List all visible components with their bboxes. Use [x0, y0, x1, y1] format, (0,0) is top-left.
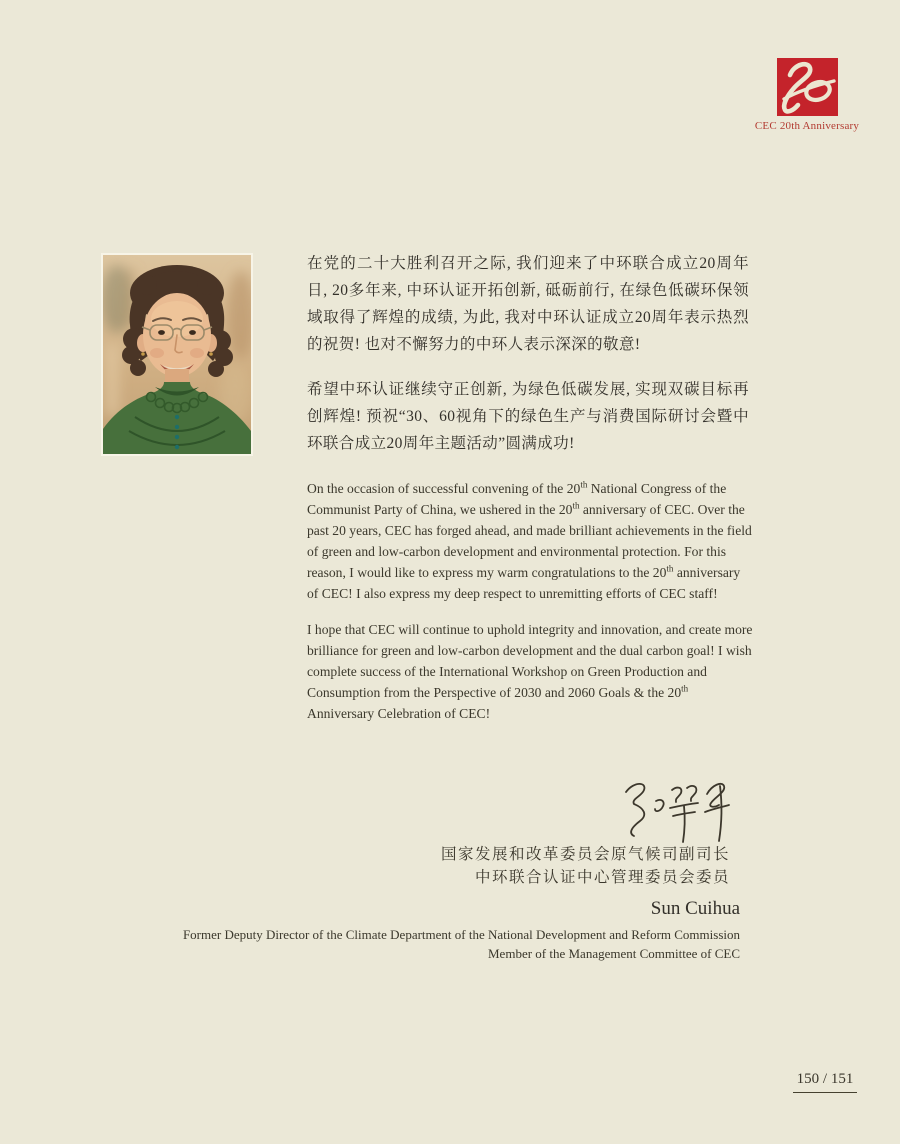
english-message	[307, 478, 753, 739]
en-title-1: Former Deputy Director of the Climate Department of the National Development and Reform Commission	[182, 927, 740, 942]
portrait-photo	[101, 253, 253, 456]
script-20-icon	[777, 58, 838, 116]
cn-title-1: 国家发展和改革委员会原气候司副司长	[440, 846, 730, 863]
handwritten-signature	[616, 776, 746, 848]
cn-paragraph-2: 希望中环认证继续守正创新, 为绿色低碳发展, 实现双碳目标再创辉煌! 预祝“30、60视角下的绿色生产与消费国际研讨会暨中环联合成立20周年主题活动”圆满成功!	[307, 381, 749, 452]
en-title-2: Member of the Management Committee of CEC	[488, 946, 740, 961]
en-paragraph-1: On the occasion of successful convening of the 20th National Congress of the Communist Party of China, we ushered in the 20th anniversary of CEC. Over the past 20 years, CEC has forged ahead, and made brilliant achievements in the field of green and low-carbon development and environmental protection. For this reason, I would like to express my warm congratulations to the 20th anniversary of CEC! I also express my deep respect to unremitting efforts of CEC staff!	[307, 479, 752, 601]
logo-caption: CEC 20th Anniversary	[754, 120, 860, 132]
signatory-name: Sun Cuihua	[650, 898, 740, 919]
signatory-en-titles	[183, 925, 740, 963]
cn-title-2: 中环联合认证中心管理委员会委员	[474, 869, 730, 886]
earring	[209, 352, 213, 356]
signatory-cn-titles	[441, 843, 730, 889]
page-number: 150 / 151	[793, 1071, 857, 1093]
cec-20th-anniversary-logo	[777, 58, 838, 116]
earring	[141, 352, 145, 356]
en-paragraph-2: I hope that CEC will continue to uphold integrity and innovation, and create more brilliance for green and low-carbon development and the dual carbon goal! I wish complete success of the International Workshop on Green Production and Consumption from the Perspective of 2030 and 2060 Goals & the 20th Anniversary Celebration of CEC!	[307, 622, 753, 721]
cn-paragraph-1: 在党的二十大胜利召开之际, 我们迎来了中环联合成立20周年日, 20多年来, 中环认证开拓创新, 砥砺前行, 在绿色低碳环保领域取得了辉煌的成绩, 为此, 我对中环认证成立20周年表示热烈的祝贺! 也对不懈努力的中环人表示深深的敬意!	[307, 255, 749, 353]
chinese-message	[307, 250, 749, 475]
